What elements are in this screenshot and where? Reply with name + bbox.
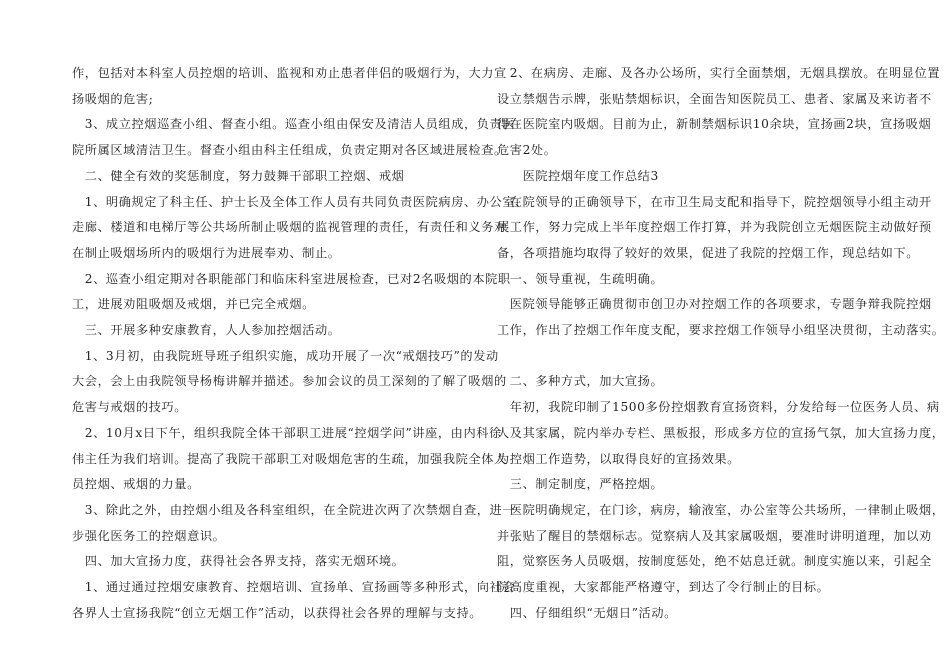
text-line: 一、领导重视，生疏明确。 (497, 271, 664, 286)
text-line: 工作，作出了控烟工作年度支配，要求控烟工作领导小组坚决贯彻，主动落实。 (497, 323, 945, 337)
text-line: 在制止吸烟场所内的吸烟行为进展奉劝、制止。 (72, 245, 341, 260)
text-line: 院所属区域清洁卫生。督查小组由科主任组成，负责定期对各区域进展检查。 (72, 143, 507, 158)
text-line: 大会，会上由我院领导杨梅讲解并描述。参加会议的员工深刻的了解了吸烟的 (72, 374, 507, 389)
text-line: 并张贴了醒目的禁烟标志。觉察病人及其家属吸烟，要准时讲明道理，加以劝 (497, 528, 932, 543)
text-line: 医院明确规定，在门诊，病房，输液室，办公室等公共场所，一律制止吸烟， (497, 502, 945, 517)
text-line: 四、加大宣扬力度，获得社会各界支持，落实无烟环境。 (72, 554, 405, 569)
text-line: 年初，我院印制了1500多份控烟教育宣扬资料，分发给每一位医务人员、病 (497, 400, 940, 415)
text-line: 步强化医务工的控烟意识。 (72, 528, 226, 543)
text-line: 工，进展劝阻吸烟及戒烟，并已完全戒烟。 (72, 297, 315, 312)
text-line: 二、多种方式，加大宣扬。 (497, 374, 664, 389)
text-line: 作，包括对本科室人员控烟的培训、监视和劝止患者伴侣的吸烟行为，大力宣 (72, 66, 507, 80)
text-line: 各界人士宣扬我院“创立无烟工作”活动，以获得社会各界的理解与支持。 (72, 605, 483, 620)
text-line: 3、除此之外，由控烟小组及各科室组织，在全院进次两了次禁烟自查，进一 (72, 502, 516, 517)
text-line: 走廊、楼道和电梯厅等公共场所制止吸烟的监视管理的责任，有责任和义务对 (72, 220, 507, 235)
text-line: 得在医院室内吸烟。目前为止，新制禁烟标识10余块，宣扬画2块，宣扬吸烟 (497, 117, 932, 132)
text-line: 1、明确规定了科主任、护士长及全体工作人员有共同负责医院病房、办公室、 (72, 194, 528, 209)
text-line: 2、10月x日下午，组织我院全体干部职工进展“控烟学问”讲座，由内科徐 (72, 425, 502, 440)
text-line: 备，各项措施均取得了较好的效果，促进了我院的控烟工作，现总结如下。 (497, 245, 919, 260)
text-line: 扬吸烟的危害; (72, 91, 154, 106)
text-line: 为控烟工作造势，以取得良好的宣扬效果。 (497, 451, 740, 466)
text-line: 设立禁烟告示牌，张贴禁烟标识，全面告知医院员工、患者、家属及来访者不 (497, 91, 932, 106)
text-line: 员控烟、戒烟的力量。 (72, 477, 200, 492)
text-line: 3、成立控烟巡查小组、督查小组。巡查小组由保安及清洁人员组成，负责医 (72, 117, 516, 132)
text-line: 展工作，努力完成上半年度控烟工作打算，并为我院创立无烟医院主动做好预 (497, 220, 932, 235)
text-line: 伟主任为我们培训。提高了我院干部职工对吸烟危害的生疏，加强我院全体人 (72, 451, 507, 466)
text-line: 危害与戒烟的技巧。 (72, 400, 188, 415)
text-line: 院高度重视，大家都能严格遵守，到达了令行制止的目标。 (497, 580, 830, 594)
text-line: 1、3月初，由我院班导班子组织实施，成功开展了一次“戒烟技巧”的发动 (72, 348, 499, 363)
text-line: 2、在病房、走廊、及各办公场所，实行全面禁烟，无烟具摆放。在明显位置 (497, 66, 941, 80)
text-line: 阻，觉察医务人员吸烟，按制度惩处，绝不姑息迁就。制度实施以来，引起全 (497, 554, 932, 569)
text-line: 二、健全有效的奖惩制度，努力鼓舞干部职工控烟、戒烟 (72, 168, 405, 183)
text-line: 三、开展多种安康教育，人人参加控烟活动。 (72, 323, 341, 337)
text-line: 在院领导的正确领导下，在市卫生局支配和指导下，院控烟领导小组主动开 (497, 194, 932, 209)
text-line: 危害2处。 (497, 143, 557, 158)
text-line: 四、仔细组织“无烟日”活动。 (497, 605, 677, 620)
right-text-column (497, 0, 945, 672)
text-line: 医院控烟年度工作总结3 (497, 168, 659, 183)
text-line: 人及其家属，院内举办专栏、黑板报，形成多方位的宣扬气氛，加大宣扬力度， (497, 425, 945, 440)
text-line: 医院领导能够正确贯彻市创卫办对控烟工作的各项要求，专题争辩我院控烟 (497, 297, 932, 312)
text-line: 1、通过通过控烟安康教育、控烟培训、宣扬单、宣扬画等多种形式，向社会 (72, 580, 516, 594)
text-line: 2、巡查小组定期对各职能部门和临床科室进展检查，已对2名吸烟的本院职 (72, 271, 511, 286)
text-line: 三、制定制度，严格控烟。 (497, 477, 664, 492)
